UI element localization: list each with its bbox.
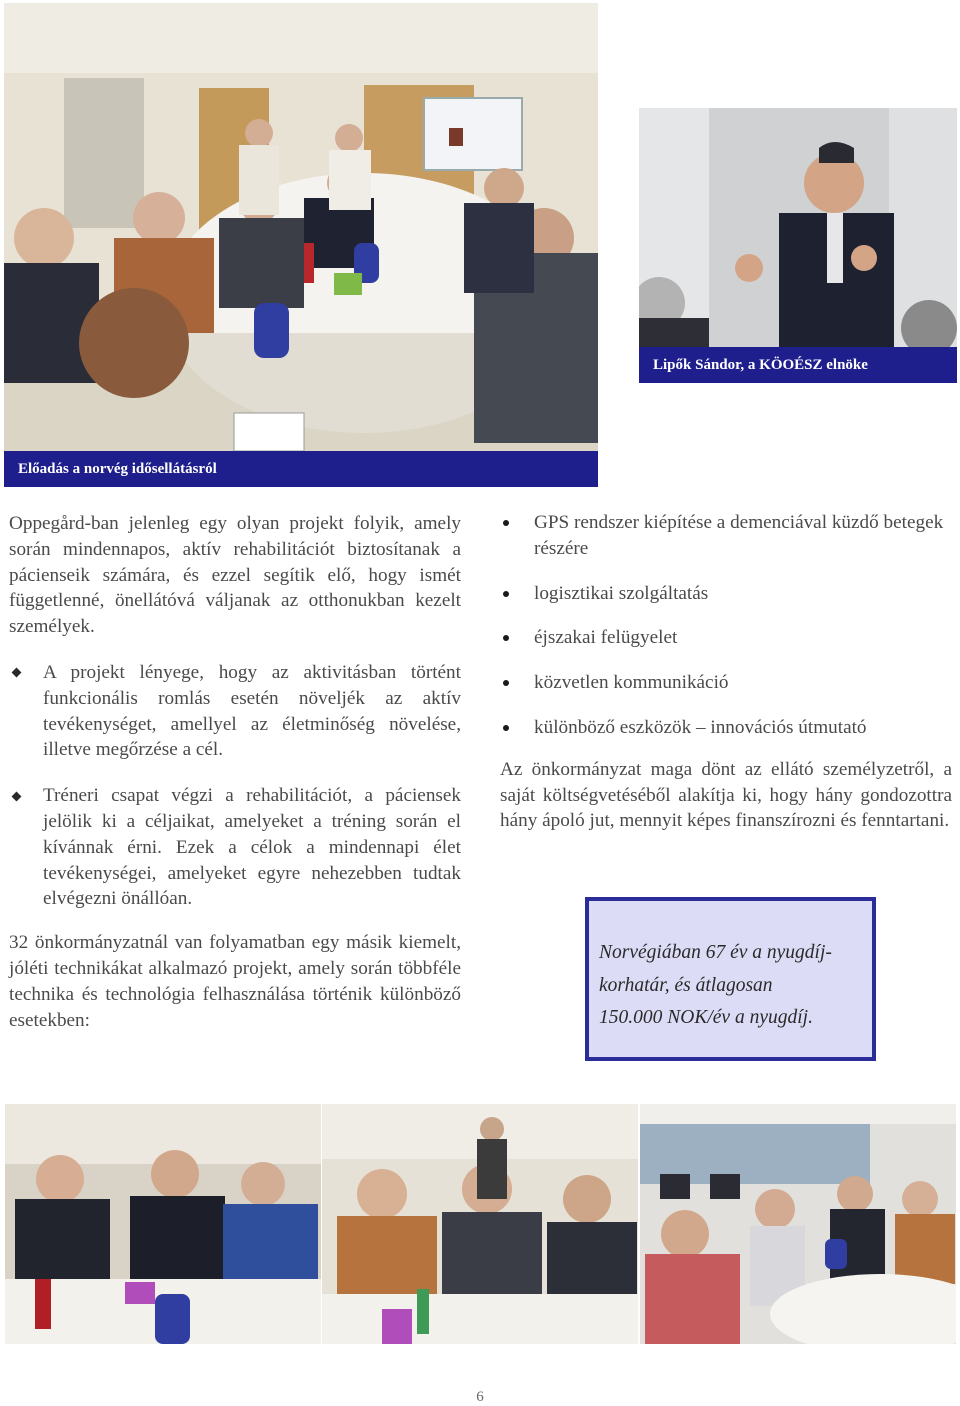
list-item-text: GPS rendszer kiépítése a demenciával küzdő betegek részére [534,512,944,559]
list-item-text: logisztikai szolgáltatás [534,582,709,604]
right-photo-caption [639,347,957,383]
quote-line-2: korhatár, és átlagosan [599,974,773,996]
list-item [500,715,952,741]
list-item [500,670,952,696]
quote-line-3: 150.000 NOK/év a nyugdíj. [599,1007,813,1028]
dot-bullet-icon [503,680,509,686]
list-item-text: éjszakai felügyelet [534,627,678,649]
left-text-column [9,511,461,1033]
bottom-photo-2 [322,1104,638,1344]
diamond-bullet-icon [9,660,23,686]
list-item [500,581,952,607]
list-item-text: különböző eszközök – innovációs útmutató [534,716,867,738]
list-item [9,660,461,763]
bottom-photo-3 [640,1104,956,1344]
list-item-text: A projekt lényege, hogy az aktivitásban történt funkcionális romlás esetén növeljék az aktív tevékenységet, amellyel az életminőség növelése, illetve megőrzése a cél. [43,661,461,761]
page-number: 6 [476,1389,484,1405]
right-paragraph: Az önkormányzat maga dönt az ellátó személyzetről, a saját költségvetéséből alakítja ki, hogy hány gondozottra hány ápoló jut, mennyit képes finanszírozni és fenntartani. [500,758,952,832]
list-item [500,510,952,562]
pension-highlight-box [585,897,876,1061]
dot-bullet-icon [503,725,509,731]
intro-paragraph: Oppegård-ban jelenleg egy olyan projekt folyik, amely során mindennapos, aktív rehabilitációt biztosítanak a pácienseik számára, és ezzel segítik elő, hogy ismét függetlenné, önellátóvá váljanak az otthonukban kezelt személyek. [9,513,461,638]
right-photo-caption-text: Lipők Sándor, a KÖOÉSZ elnöke [653,356,868,373]
left-photo-caption-text: Előadás a norvég idősellátásról [18,460,217,477]
meeting-room-photo [4,3,598,451]
diamond-bullet-icon [9,783,23,809]
list-item-text: közvetlen kommunikáció [534,672,729,694]
list-item-text: Tréneri csapat végzi a rehabilitációt, a páciensek jelölik ki a céljaikat, amelyeket a tréning során el kívánnak érni. Ezek a célok a mindennapi élet tevékenységei, amelyeket egyre nehezebben tudtak elvégezni önállóan. [43,785,461,910]
bottom-photo-1 [5,1104,321,1344]
dot-bullet-icon [503,591,509,597]
right-text-column [500,510,952,834]
list-item [9,783,461,912]
left-photo-caption [4,451,598,487]
quote-line-1: Norvégiában 67 év a nyugdíj- [599,942,832,963]
dot-bullet-icon [503,520,509,526]
speaker-photo [639,108,957,347]
outro-paragraph: 32 önkormányzatnál van folyamatban egy másik kiemelt, jóléti technikákat alkalmazó projekt, amely során többféle technika és technológia felhasználása történik különböző esetekben: [9,932,461,1031]
list-item [500,625,952,651]
dot-bullet-icon [503,635,509,641]
